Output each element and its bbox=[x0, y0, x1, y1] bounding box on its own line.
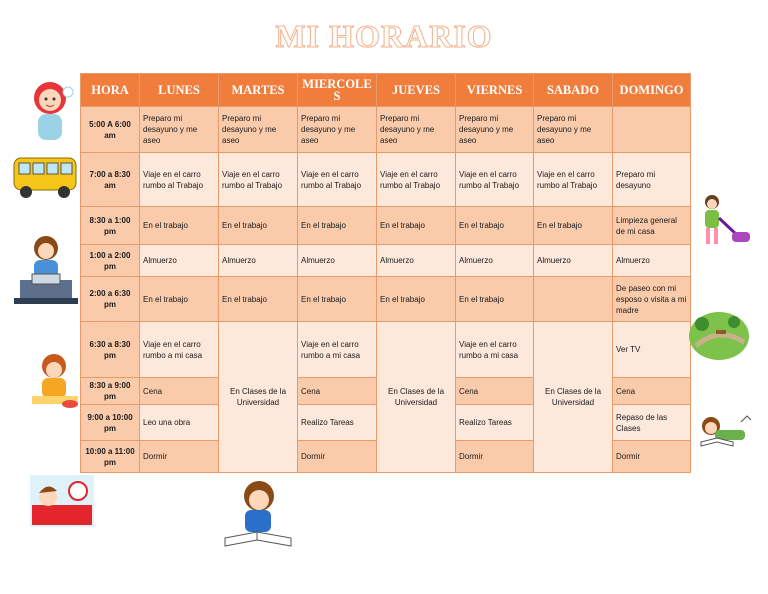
activity-cell: Limpieza general de mi casa bbox=[613, 207, 691, 245]
activity-cell: De paseo con mi esposo o visita a mi madre bbox=[613, 277, 691, 322]
girl-sleeping-illustration bbox=[30, 475, 94, 527]
header-miercoles: MIERCOLES bbox=[298, 74, 377, 107]
time-cell: 1:00 a 2:00 pm bbox=[81, 245, 140, 277]
activity-cell: Dormir bbox=[298, 441, 377, 473]
header-jueves: JUEVES bbox=[377, 74, 456, 107]
activity-cell: Cena bbox=[613, 378, 691, 405]
time-cell: 8:30 a 1:00 pm bbox=[81, 207, 140, 245]
header-martes: MARTES bbox=[219, 74, 298, 107]
activity-cell: En Clases de la Universidad bbox=[534, 322, 613, 473]
girl-waking-illustration bbox=[24, 78, 76, 144]
activity-cell: En el trabajo bbox=[456, 277, 534, 322]
header-domingo: DOMINGO bbox=[613, 74, 691, 107]
time-cell: 6:30 a 8:30 pm bbox=[81, 322, 140, 378]
activity-cell: Viaje en el carro rumbo al Trabajo bbox=[219, 153, 298, 207]
activity-cell bbox=[534, 277, 613, 322]
header-row bbox=[81, 74, 691, 107]
activity-cell: Almuerzo bbox=[377, 245, 456, 277]
activity-cell: Almuerzo bbox=[219, 245, 298, 277]
activity-cell: Viaje en el carro rumbo al Trabajo bbox=[456, 153, 534, 207]
activity-cell: En el trabajo bbox=[219, 207, 298, 245]
table-row bbox=[81, 153, 691, 207]
activity-cell: En el trabajo bbox=[534, 207, 613, 245]
activity-cell: Preparo mi desayuno y me aseo bbox=[456, 107, 534, 153]
table-row bbox=[81, 277, 691, 322]
activity-cell: Preparo mi desayuno y me aseo bbox=[140, 107, 219, 153]
activity-cell: En el trabajo bbox=[219, 277, 298, 322]
activity-cell: Preparo mi desayuno bbox=[613, 153, 691, 207]
activity-cell: Almuerzo bbox=[534, 245, 613, 277]
activity-cell: Viaje en el carro rumbo al Trabajo bbox=[534, 153, 613, 207]
child-eating-illustration bbox=[30, 352, 80, 414]
activity-cell: Leo una obra bbox=[140, 405, 219, 441]
time-cell: 7:00 a 8:30 am bbox=[81, 153, 140, 207]
activity-cell: Dormir bbox=[613, 441, 691, 473]
activity-cell: En el trabajo bbox=[298, 277, 377, 322]
activity-cell: En Clases de la Universidad bbox=[219, 322, 298, 473]
activity-cell: Dormir bbox=[140, 441, 219, 473]
activity-cell: Preparo mi desayuno y me aseo bbox=[219, 107, 298, 153]
activity-cell: Realizo Tareas bbox=[456, 405, 534, 441]
activity-cell: Cena bbox=[140, 378, 219, 405]
activity-cell: Almuerzo bbox=[140, 245, 219, 277]
time-cell: 10:00 a 11:00 pm bbox=[81, 441, 140, 473]
activity-cell: Preparo mi desayuno y me aseo bbox=[298, 107, 377, 153]
activity-cell: Preparo mi desayuno y me aseo bbox=[377, 107, 456, 153]
school-bus-illustration bbox=[12, 152, 80, 202]
activity-cell: Cena bbox=[456, 378, 534, 405]
table-row bbox=[81, 245, 691, 277]
girl-reading-book-illustration bbox=[221, 478, 295, 552]
schedule-table bbox=[80, 73, 691, 473]
page-title: MI HORARIO bbox=[275, 18, 493, 54]
woman-vacuuming-illustration bbox=[692, 194, 754, 248]
activity-cell: Almuerzo bbox=[613, 245, 691, 277]
activity-cell: Preparo mi desayuno y me aseo bbox=[534, 107, 613, 153]
activity-cell: En el trabajo bbox=[377, 207, 456, 245]
activity-cell: Almuerzo bbox=[298, 245, 377, 277]
park-illustration bbox=[688, 306, 750, 362]
girl-reading-lying-illustration bbox=[697, 412, 753, 452]
activity-cell: Repaso de las Clases bbox=[613, 405, 691, 441]
activity-cell: Viaje en el carro rumbo al Trabajo bbox=[298, 153, 377, 207]
activity-cell: En el trabajo bbox=[140, 277, 219, 322]
activity-cell: Viaje en el carro rumbo al Trabajo bbox=[377, 153, 456, 207]
activity-cell: En el trabajo bbox=[298, 207, 377, 245]
activity-cell: En el trabajo bbox=[377, 277, 456, 322]
activity-cell: Viaje en el carro rumbo a mi casa bbox=[456, 322, 534, 378]
time-cell: 5:00 A 6:00 am bbox=[81, 107, 140, 153]
table-row bbox=[81, 322, 691, 378]
header-viernes: VIERNES bbox=[456, 74, 534, 107]
activity-cell: En el trabajo bbox=[456, 207, 534, 245]
activity-cell bbox=[613, 107, 691, 153]
time-cell: 8:30 a 9:00 pm bbox=[81, 378, 140, 405]
office-woman-illustration bbox=[14, 234, 78, 308]
activity-cell: En el trabajo bbox=[140, 207, 219, 245]
header-lunes: LUNES bbox=[140, 74, 219, 107]
activity-cell: Cena bbox=[298, 378, 377, 405]
activity-cell: Dormir bbox=[456, 441, 534, 473]
activity-cell: Almuerzo bbox=[456, 245, 534, 277]
activity-cell: En Clases de la Universidad bbox=[377, 322, 456, 473]
time-cell: 2:00 a 6:30 pm bbox=[81, 277, 140, 322]
header-hora: HORA bbox=[81, 74, 140, 107]
header-sabado: SABADO bbox=[534, 74, 613, 107]
activity-cell: Viaje en el carro rumbo al Trabajo bbox=[140, 153, 219, 207]
table-row bbox=[81, 207, 691, 245]
activity-cell: Realizo Tareas bbox=[298, 405, 377, 441]
time-cell: 9:00 a 10:00 pm bbox=[81, 405, 140, 441]
table-row bbox=[81, 107, 691, 153]
activity-cell: Ver TV bbox=[613, 322, 691, 378]
activity-cell: Viaje en el carro rumbo a mi casa bbox=[140, 322, 219, 378]
activity-cell: Viaje en el carro rumbo a mi casa bbox=[298, 322, 377, 378]
